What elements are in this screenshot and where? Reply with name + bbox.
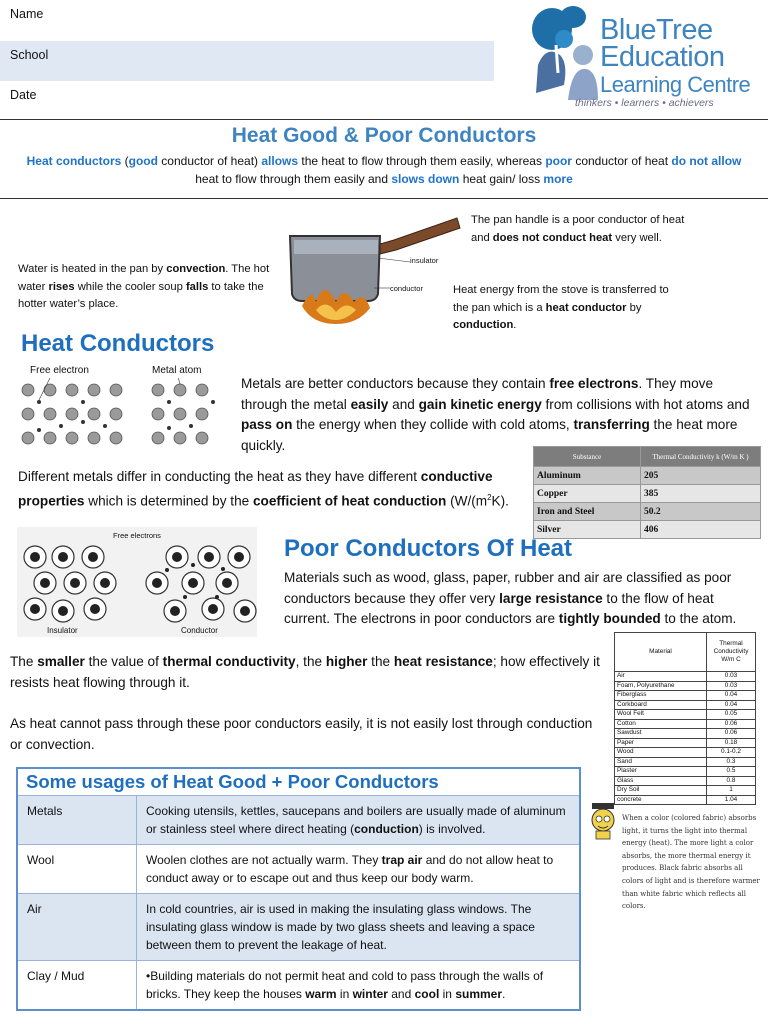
table-row: Wood 0.1-0.2 — [615, 748, 756, 758]
table-row: Iron and Steel 50.2 — [534, 503, 761, 521]
metals-conductivity-table — [533, 446, 761, 539]
poor-conductors-paragraph: Materials such as wood, glass, paper, rubber and air are classified as poor conductors because they offer very large resistance to the flow of heat current. The electrons in poor conductors are tightly bounded to the atom. — [284, 570, 737, 626]
table-row: Foam, Polyurethane 0.03 — [615, 681, 756, 691]
page-title: Heat Good & Poor Conductors — [231, 124, 537, 147]
pan-illustration — [282, 206, 462, 330]
handle-text: The pan handle is a poor conductor of heat and does not conduct heat very well. — [471, 214, 685, 244]
name-label: Name — [10, 7, 44, 21]
table-row: Silver 406 — [534, 521, 761, 539]
water-convection-text: Water is heated in the pan by convection. The hot water rises while the cooler soup falls to take the hotter water’s place. — [18, 263, 270, 310]
table-row: Paper 0.18 — [615, 738, 756, 748]
table-row: Fiberglass 0.04 — [615, 691, 756, 701]
date-label: Date — [10, 88, 37, 102]
table-row: Dry Soil 1 — [615, 786, 756, 796]
insulator-label: insulator — [410, 256, 439, 265]
intro-divider — [0, 198, 768, 199]
metals-paragraph: Metals are better conductors because they contain free electrons. They move through the metal easily and gain kinetic energy from collisions with hot atoms and pass on the energy when they collide with cold atoms, transferring the heat more quickly. — [241, 376, 750, 453]
table-row: Plaster 0.5 — [615, 767, 756, 777]
table-header-row: Substance Thermal Conductivity k (W/m K ) — [534, 447, 761, 467]
logo-line2: Education — [600, 41, 725, 73]
bluetree-logo — [528, 5, 768, 115]
school-label: School — [10, 48, 49, 62]
usages-table — [16, 767, 581, 1011]
table-row: concrete 1.04 — [615, 795, 756, 805]
atoms-illustration — [17, 535, 257, 635]
table-header-row: Material Thermal Conductivity W/m C — [615, 633, 756, 672]
conductor-diagram-label: Conductor — [181, 626, 218, 635]
table-row: Corkboard 0.04 — [615, 700, 756, 710]
poor-conductors-heading: Poor Conductors Of Heat — [284, 535, 573, 562]
table-row: Air 0.03 — [615, 672, 756, 682]
heat-loss-paragraph: As heat cannot pass through these poor conductors easily, it is not easily lost through conduction or convection. — [10, 716, 593, 752]
table-row: Copper 385 — [534, 485, 761, 503]
logo-line1: BlueTree — [600, 14, 713, 46]
table-row: Aluminum 205 — [534, 467, 761, 485]
insulator-diagram-label: Insulator — [47, 626, 78, 635]
thinking-student-icon — [588, 800, 618, 840]
table-row: Sand 0.3 — [615, 757, 756, 767]
table-row: Cotton 0.06 — [615, 719, 756, 729]
logo-tagline: thinkers • learners • achievers — [575, 97, 714, 109]
usages-caption: Some usages of Heat Good + Poor Conductors — [17, 768, 580, 796]
tree-people-icon — [528, 5, 600, 105]
logo-line3: Learning Centre — [600, 72, 751, 97]
table-row: Clay / Mud •Building materials do not permit heat and cold to pass through the walls of bricks. They keep the houses warm in winter and cool in summer. — [17, 961, 580, 1011]
table-row: Glass 0.8 — [615, 776, 756, 786]
metals-differ-paragraph: Different metals differ in conducting the heat as they have different conductive properties which is determined by the coefficient of heat conduction ($W/(m^2K)$. — [18, 469, 509, 509]
school-field[interactable] — [0, 41, 494, 81]
thermal-resistance-paragraph: The smaller the value of thermal conductivity, the higher the heat resistance; how effectively it resists heat flowing through it. — [10, 654, 600, 690]
free-electrons-label: Free electrons — [113, 531, 161, 540]
intro-paragraph: Heat conductors (good conductor of heat) allows the heat to flow through them easily, whereas poor conductor of heat do not allow heat to flow through them easily and slows down heat gain/ loss more — [26, 154, 742, 186]
color-absorption-note: When a color (colored fabric) absorbs light, it turns the light into thermal energy (heat). The more light a color absorbs, the more thermal energy it produces. Black fabric absorbs all colors of light and is therefore warmer than white fabric which reflects all colors. — [622, 814, 760, 911]
insulator-conductor-diagram — [17, 527, 257, 637]
heat-conductors-heading: Heat Conductors — [21, 330, 215, 357]
header-divider — [0, 119, 768, 120]
table-row: Wool Woolen clothes are not actually warm. They trap air and do not allow heat to conduct away or to escape out and thus keep our body warm. — [17, 845, 580, 894]
table-row: Sawdust 0.06 — [615, 729, 756, 739]
metal-atom-label: Metal atom — [152, 365, 202, 376]
stove-text: Heat energy from the stove is transferred to the pan which is a heat conductor by conduction. — [453, 284, 669, 331]
conductor-label: conductor — [390, 284, 423, 293]
free-electron-label: Free electron — [30, 365, 89, 376]
table-row: Air In cold countries, air is used in making the insulating glass windows. The insulating glass window is made by two glass sheets and leaving a space between them to prevent the leakage of heat. — [17, 894, 580, 961]
metal-lattice-diagram — [16, 378, 221, 452]
table-row: Metals Cooking utensils, kettles, saucepans and boilers are usually made of aluminum or stainless steel where direct heating (conduction) is involved. — [17, 796, 580, 845]
materials-conductivity-table — [614, 632, 756, 805]
table-row: Wool Felt 0.05 — [615, 710, 756, 720]
